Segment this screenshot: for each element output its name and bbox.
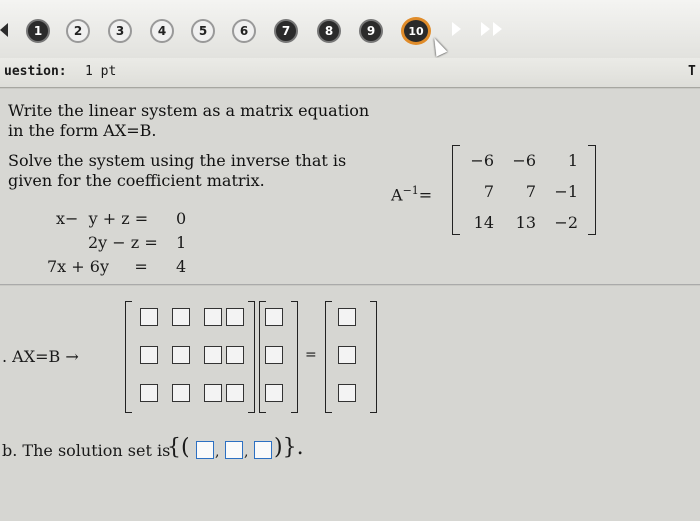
mouse-cursor-icon <box>429 35 447 56</box>
question-nav-6[interactable]: 6 <box>232 19 256 43</box>
inverse-cell-2-2: −2 <box>554 213 578 232</box>
inverse-cell-2-0: 14 <box>473 213 494 232</box>
equation-2-lhs: 2y − z = <box>88 233 158 252</box>
equation-2-rhs: 1 <box>176 233 187 252</box>
solution-z-input[interactable] <box>254 441 272 459</box>
equation-3-rhs: 4 <box>176 257 187 276</box>
question-header <box>0 58 700 88</box>
previous-arrow-icon[interactable] <box>0 23 8 37</box>
inverse-exponent: −1 <box>402 184 419 197</box>
question-nav-1[interactable]: 1 <box>26 19 50 43</box>
instruction-line-2: in the form AX=B. <box>8 121 157 140</box>
solution-open-brace: {( <box>167 435 190 460</box>
question-nav-7[interactable]: 7 <box>274 19 298 43</box>
inverse-cell-0-0: −6 <box>470 151 494 170</box>
coefficient-matrix-input-1-0[interactable] <box>140 346 158 364</box>
coefficient-matrix-input-0-0[interactable] <box>140 308 158 326</box>
instruction-line-1: Write the linear system as a matrix equation <box>8 101 370 120</box>
coefficient-matrix-input-1-2[interactable] <box>204 346 222 364</box>
answer-area <box>0 286 700 521</box>
coefficient-matrix-input-1-1[interactable] <box>172 346 190 364</box>
inverse-right-bracket <box>588 145 596 235</box>
solution-x-input[interactable] <box>196 441 214 459</box>
coefficient-matrix-input-2-2[interactable] <box>204 384 222 402</box>
inverse-equals: = <box>418 185 433 205</box>
inverse-label <box>391 184 432 204</box>
inverse-matrix-name: A <box>391 185 403 205</box>
question-nav-10[interactable]: 10 <box>401 17 431 45</box>
question-nav-8[interactable]: 8 <box>317 19 341 43</box>
variable-matrix-input-0-0[interactable] <box>265 308 283 326</box>
fast-forward-icon-a[interactable] <box>481 22 490 36</box>
question-nav-4[interactable]: 4 <box>150 19 174 43</box>
question-nav-bar <box>0 0 700 58</box>
solution-comma-1: , <box>215 444 220 460</box>
constant-matrix-input-1-0[interactable] <box>338 346 356 364</box>
variable-right-bracket <box>291 301 298 413</box>
coefficient-matrix-input-1-3[interactable] <box>226 346 244 364</box>
inverse-cell-1-2: −1 <box>554 182 578 201</box>
part-b-label: b. The solution set is <box>2 441 171 460</box>
question-nav-5[interactable]: 5 <box>191 19 215 43</box>
instruction-line-3: Solve the system using the inverse that is <box>8 151 347 170</box>
question-nav-2[interactable]: 2 <box>66 19 90 43</box>
equation-1-rhs: 0 <box>176 209 187 228</box>
coefficient-matrix-input-0-3[interactable] <box>226 308 244 326</box>
question-label: uestion: <box>4 64 67 79</box>
coefficient-right-bracket <box>248 301 255 413</box>
coefficient-matrix-input-2-0[interactable] <box>140 384 158 402</box>
coefficient-matrix-input-2-3[interactable] <box>226 384 244 402</box>
equation-3-lhs: 7x + 6y = <box>47 257 148 276</box>
inverse-cell-1-1: 7 <box>525 182 536 201</box>
inverse-cell-1-0: 7 <box>483 182 494 201</box>
constant-right-bracket <box>370 301 377 413</box>
fast-forward-icon-b[interactable] <box>493 22 502 36</box>
instruction-line-4: given for the coefficient matrix. <box>8 171 265 190</box>
coefficient-left-bracket <box>125 301 132 413</box>
question-nav-9[interactable]: 9 <box>359 19 383 43</box>
solution-comma-2: , <box>244 444 249 460</box>
inverse-cell-0-2: 1 <box>567 151 578 170</box>
variable-matrix-input-2-0[interactable] <box>265 384 283 402</box>
constant-matrix-input-2-0[interactable] <box>338 384 356 402</box>
header-right-label: T <box>688 64 696 79</box>
coefficient-matrix-input-0-1[interactable] <box>172 308 190 326</box>
constant-matrix-input-0-0[interactable] <box>338 308 356 326</box>
matrix-equals-sign: = <box>305 347 317 363</box>
points-value: 1 pt <box>85 64 117 79</box>
next-arrow-icon[interactable] <box>452 22 461 36</box>
variable-matrix-input-1-0[interactable] <box>265 346 283 364</box>
inverse-cell-0-1: −6 <box>512 151 536 170</box>
part-a-label: . AX=B → <box>2 347 79 366</box>
solution-close-brace: )}. <box>274 435 304 460</box>
coefficient-matrix-input-0-2[interactable] <box>204 308 222 326</box>
equation-1-lhs: x− y + z = <box>56 209 149 228</box>
problem-panel <box>0 89 700 285</box>
coefficient-matrix-input-2-1[interactable] <box>172 384 190 402</box>
solution-y-input[interactable] <box>225 441 243 459</box>
inverse-cell-2-1: 13 <box>515 213 536 232</box>
question-nav-3[interactable]: 3 <box>108 19 132 43</box>
constant-left-bracket <box>325 301 332 413</box>
